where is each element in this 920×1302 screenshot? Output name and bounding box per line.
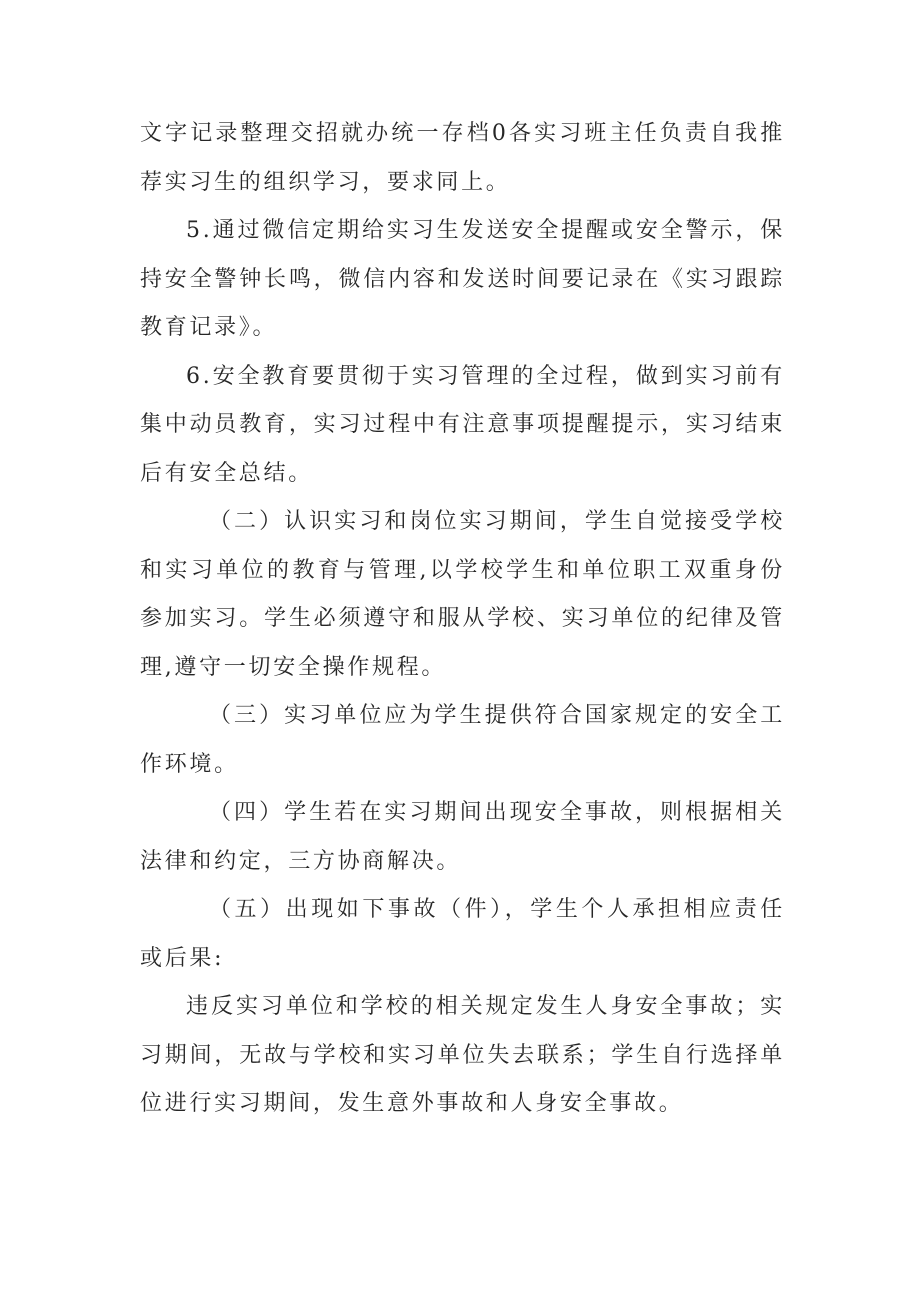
paragraph-section-3: （三）实习单位应为学生提供符合国家规定的安全工作环境。 xyxy=(140,703,785,777)
paragraph-item-5: 5.通过微信定期给实习生发送安全提醒或安全警示，保持安全警钟长鸣，微信内容和发送时间要记录在《实习跟踪教育记录》。 xyxy=(140,218,785,340)
paragraph-continuation: 文字记录整理交招就办统一存档0各实习班主任负责自我推荐实习生的组织学习，要求同上。 xyxy=(140,121,785,195)
paragraph-item-6: 6.安全教育要贯彻于实习管理的全过程，做到实习前有集中动员教育，实习过程中有注意事项提醒提示，实习结束后有安全总结。 xyxy=(140,363,785,486)
paragraph-consequences: 违反实习单位和学校的相关规定发生人身安全事故；实习期间，无故与学校和实习单位失去联系；学生自行选择单位进行实习期间，发生意外事故和人身安全事故。 xyxy=(140,994,785,1116)
paragraph-section-2: （二）认识实习和岗位实习期间，学生自觉接受学校和实习单位的教育与管理,以学校学生和单位职工双重身份参加实习。学生必须遵守和服从学校、实习单位的纪律及管理,遵守一切安全操作规程。 xyxy=(140,509,785,680)
document-body xyxy=(140,110,785,1129)
paragraph-section-4: （四）学生若在实习期间出现安全事故，则根据相关法律和约定，三方协商解决。 xyxy=(140,800,785,874)
paragraph-section-5: （五）出现如下事故（件），学生个人承担相应责任或后果: xyxy=(140,897,785,971)
